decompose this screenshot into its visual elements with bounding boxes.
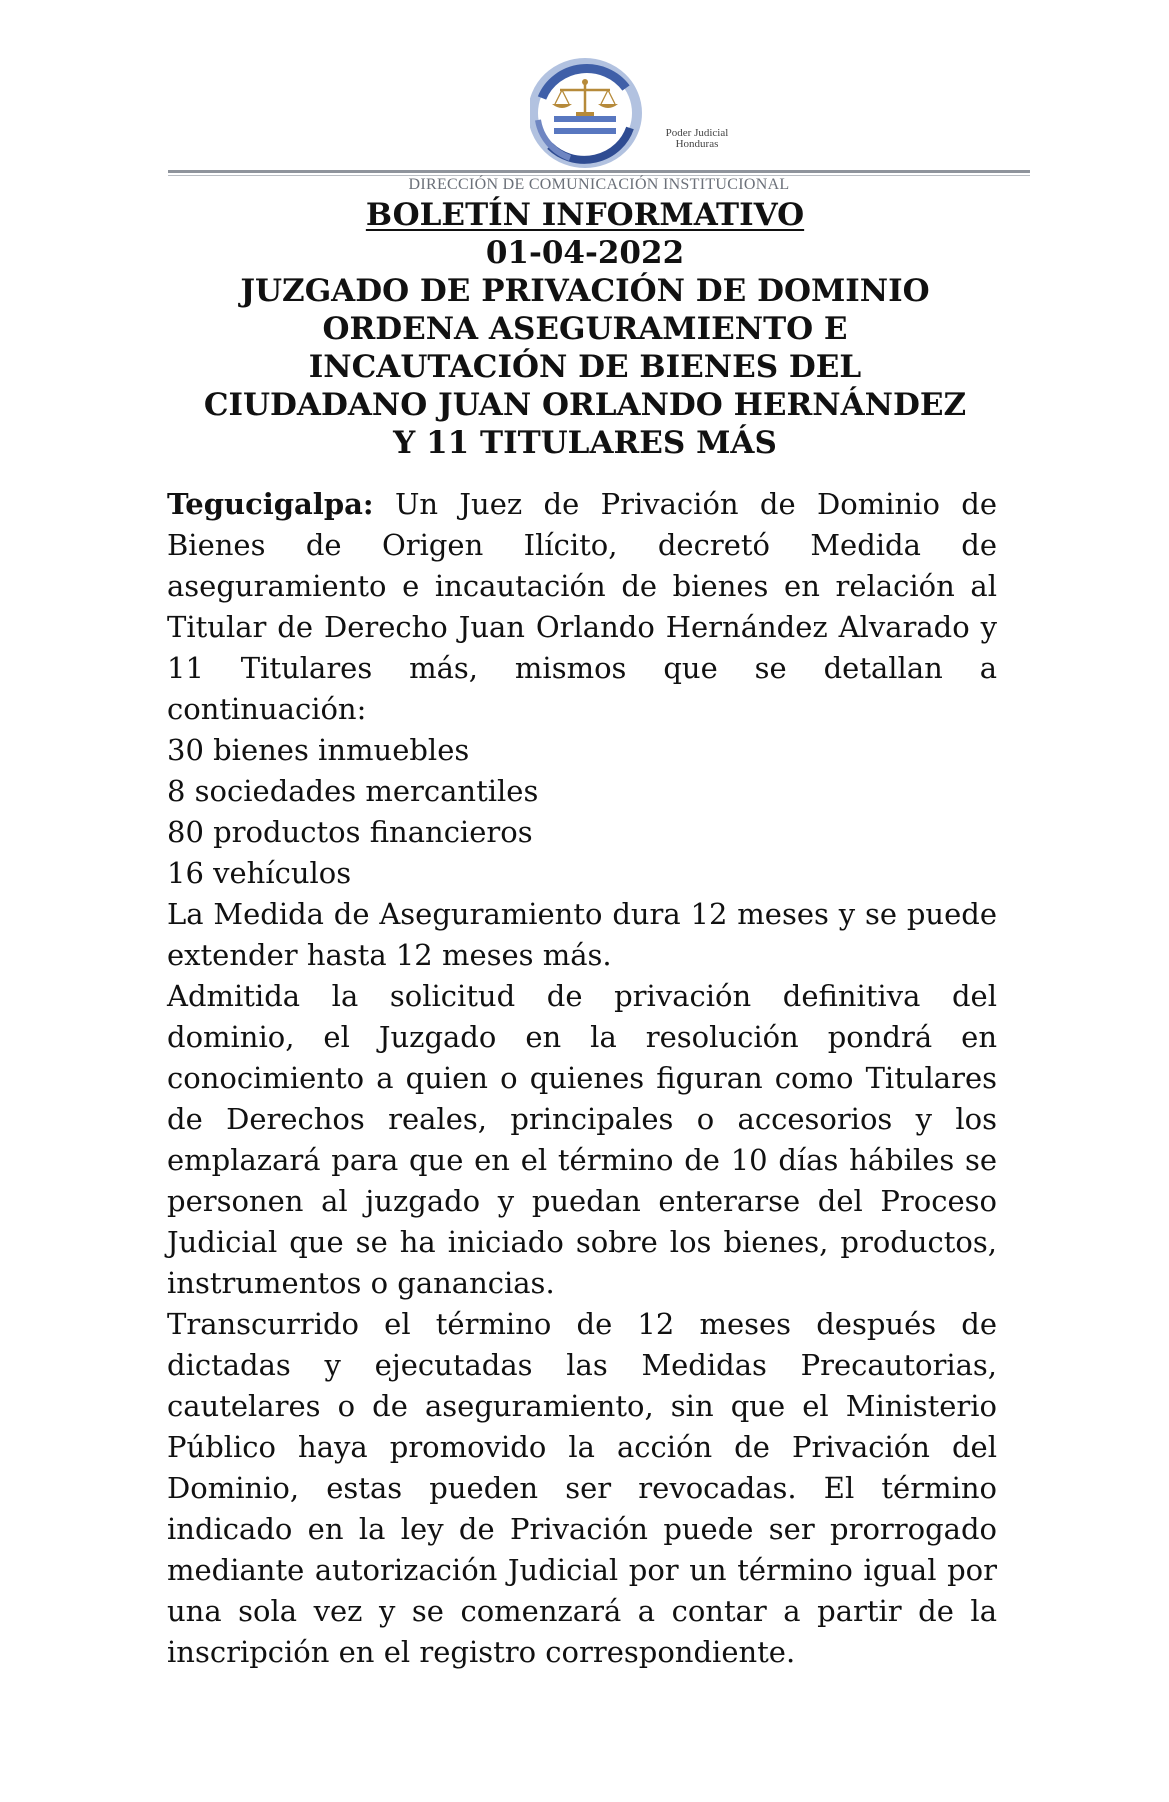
letterhead-divider <box>168 170 1030 173</box>
elapsed-paragraph: Transcurrido el término de 12 meses después de dictadas y ejecutadas las Medidas Precautorias, cautelares o de aseguramiento, sin que el Ministerio Público haya promovido la acción de Privación del Dominio, estas pueden ser revocadas. El término indicado en la ley de Privación puede ser prorrogado mediante autorización Judicial por un término igual por una sola vez y se comenzará a contar a partir de la inscripción en el registro correspondiente. <box>167 1307 997 1669</box>
organization-name-line1: Poder Judicial <box>665 127 729 139</box>
duration-paragraph: La Medida de Aseguramiento dura 12 meses y se puede extender hasta 12 meses más. <box>167 897 997 972</box>
organization-name <box>652 128 742 150</box>
headline-line: INCAUTACIÓN DE BIENES DEL <box>308 349 862 385</box>
headline-line: Y 11 TITULARES MÁS <box>393 425 777 461</box>
poder-judicial-seal-icon <box>530 58 760 168</box>
department-name: DIRECCIÓN DE COMUNICACIÓN INSTITUCIONAL <box>408 176 790 193</box>
bulletin-heading <box>150 196 1020 462</box>
asset-list-item: 30 bienes inmuebles <box>167 733 470 767</box>
bulletin-title: BOLETÍN INFORMATIVO <box>365 197 805 233</box>
letterhead-logo <box>530 58 760 168</box>
organization-name-line2: Honduras <box>675 138 719 150</box>
asset-list-item: 80 productos financieros <box>167 815 533 849</box>
bulletin-body <box>167 484 997 1673</box>
intro-location: Tegucigalpa: <box>167 487 374 521</box>
asset-list-item: 16 vehículos <box>167 856 352 890</box>
headline-line: CIUDADANO JUAN ORLANDO HERNÁNDEZ <box>203 387 967 423</box>
headline-line: ORDENA ASEGURAMIENTO E <box>322 311 848 347</box>
headline-line: JUZGADO DE PRIVACIÓN DE DOMINIO <box>240 273 930 309</box>
admitted-paragraph: Admitida la solicitud de privación definitiva del dominio, el Juzgado en la resolución pondrá en conocimiento a quien o quienes figuran como Titulares de Derechos reales, principales o accesorios y los emplazará para que en el término de 10 días hábiles se personen al juzgado y puedan enterarse del Proceso Judicial que se ha iniciado sobre los bienes, productos, instrumentos o ganancias. <box>167 979 997 1300</box>
intro-paragraph <box>167 484 997 730</box>
asset-list-item: 8 sociedades mercantiles <box>167 774 539 808</box>
intro-text: Un Juez de Privación de Dominio de Bienes de Origen Ilícito, decretó Medida de aseguramiento e incautación de bienes en relación al Titular de Derecho Juan Orlando Hernández Alvarado y 11 Titulares más, mismos que se detallan a continuación: <box>167 487 997 726</box>
bulletin-date: 01-04-2022 <box>485 235 685 271</box>
